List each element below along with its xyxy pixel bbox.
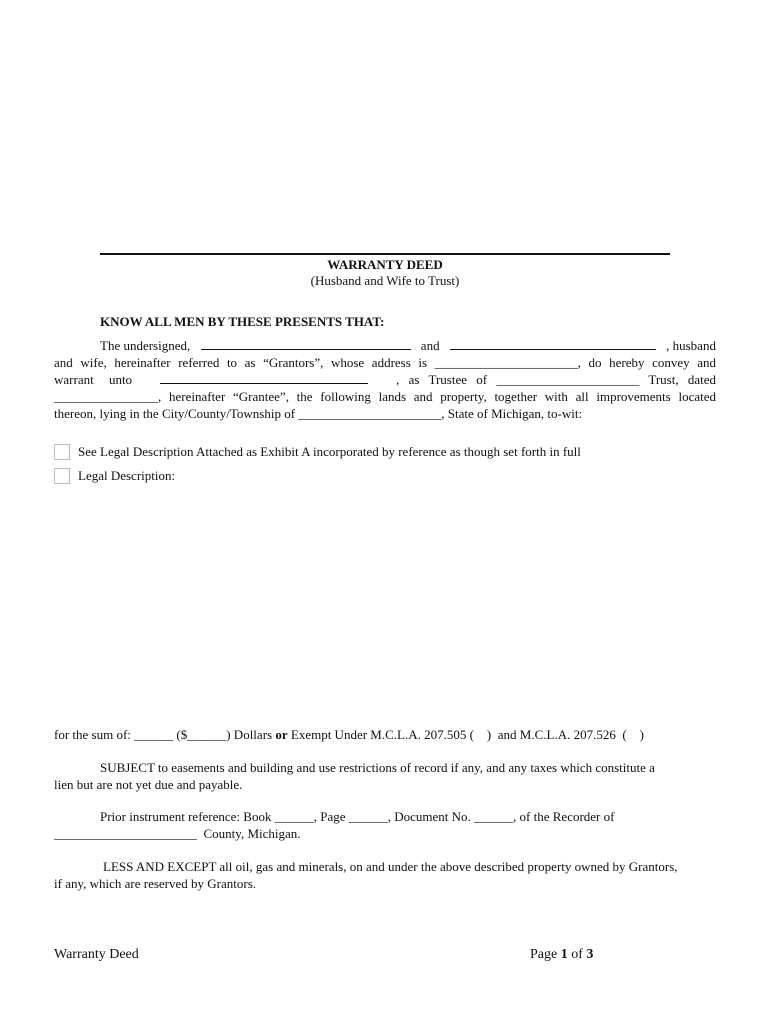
prior-line-2: ______________________ County, Michigan. [54,826,301,841]
page-current: 1 [560,947,568,962]
prior-instrument-paragraph [54,808,716,842]
grant-line-5: thereon, lying in the City/County/Township of ______________________, State of Michigan, to-wit: [54,406,583,421]
exhibit-a-option[interactable] [54,443,581,461]
sum-line [54,726,716,743]
subject-line-2: lien but are not yet due and payable. [54,777,243,792]
footer-doc-name: Warranty Deed [54,947,139,962]
exempt-text: Exempt Under M.C.L.A. 207.505 ( ) and M.C.L.A. 207.526 ( ) [290,727,645,742]
subject-paragraph [54,759,716,793]
grant-and: and [420,338,440,353]
exhibit-a-checkbox[interactable] [54,444,70,460]
page-total: 3 [586,947,594,962]
grantor-2-blank[interactable] [450,337,656,350]
grantor-1-blank[interactable] [201,337,411,350]
footer-page-number [530,947,593,963]
know-all-men-heading: KNOW ALL MEN BY THESE PRESENTS THAT: [100,314,385,329]
subject-line-1: SUBJECT to easements and building and use restrictions of record if any, and any taxes which constitute a [100,760,655,775]
legal-description-label: Legal Description: [78,468,176,483]
grant-line-2: and wife, hereinafter referred to as “Grantors”, whose address is ______________________, do hereby convey and [54,355,716,370]
sum-text: for the sum of: ______ ($______) Dollars [54,727,273,742]
of-word: of [571,947,583,962]
document-title: WARRANTY DEED [327,257,443,272]
header-rule [100,253,670,255]
page-word: Page [530,947,558,962]
grant-line-4: ________________, hereinafter “Grantee”, the following lands and property, together with all improvements located [54,389,716,404]
warrant-unto: warrant unto [54,372,133,387]
trustee-blank[interactable] [160,371,368,384]
grant-paragraph [54,337,716,422]
grant-husband: , husband [666,338,716,353]
document-subtitle: (Husband and Wife to Trust) [310,273,460,288]
less-except-paragraph [54,858,716,892]
legal-description-option[interactable] [54,467,175,485]
less-line-1: LESS AND EXCEPT all oil, gas and minerals, on and under the above described property owned by Grantors, [103,859,678,874]
exhibit-a-label: See Legal Description Attached as Exhibit A incorporated by reference as though set forth in full [78,444,581,459]
prior-line-1: Prior instrument reference: Book ______, Page ______, Document No. ______, of the Recorder of [100,809,615,824]
grant-trustee-text: , as Trustee of ______________________ Trust, dated [396,372,716,387]
sum-or: or [275,727,288,742]
grant-line-1-start: The undersigned, [100,338,191,353]
legal-description-checkbox[interactable] [54,468,70,484]
less-line-2: if any, which are reserved by Grantors. [54,876,257,891]
